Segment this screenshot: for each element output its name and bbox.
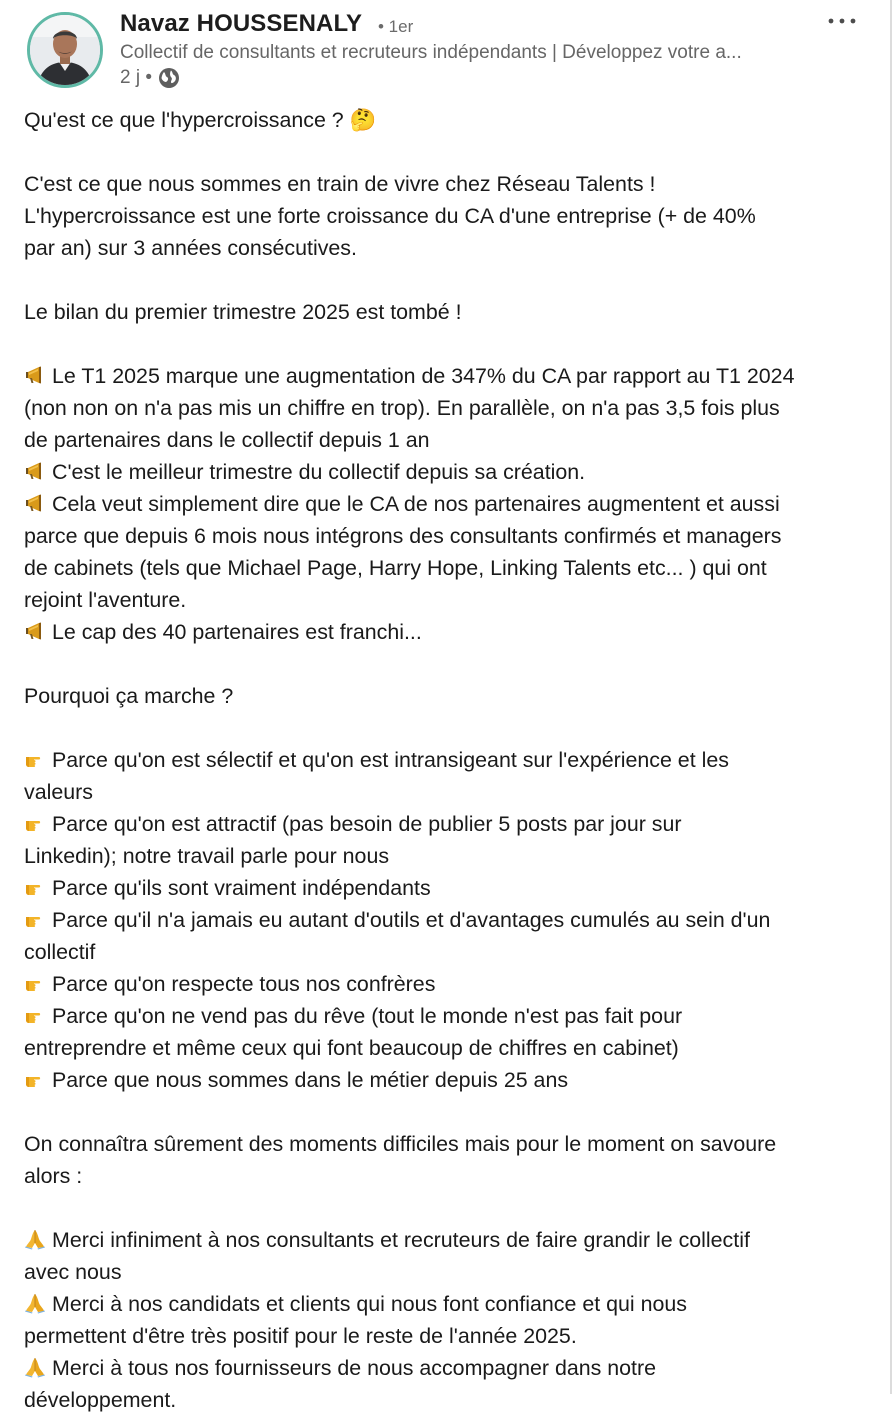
- post-text-line: [24, 840, 872, 872]
- folded-hands-icon: [24, 1228, 46, 1250]
- post-text-line: [24, 1384, 872, 1416]
- post-text-line: [24, 1224, 872, 1256]
- post-text-line: [24, 968, 872, 1000]
- avatar-photo: [30, 15, 100, 85]
- post-text-line: [24, 1128, 872, 1160]
- post-text: Le bilan du premier trimestre 2025 est tombé !: [24, 300, 462, 324]
- post-text-line: [24, 808, 872, 840]
- post-text: Parce qu'on ne vend pas du rêve (tout le monde n'est pas fait pour: [52, 1004, 683, 1028]
- pointing-hand-icon: [24, 812, 46, 834]
- post-text: Parce qu'il n'a jamais eu autant d'outils et d'avantages cumulés au sein d'un: [52, 908, 771, 932]
- post-text: développement.: [24, 1388, 177, 1412]
- post-text-line: [24, 776, 872, 808]
- post-text-line: [24, 296, 872, 328]
- post-text-line: [24, 1352, 872, 1384]
- post-text-line: [24, 1320, 872, 1352]
- post-text-line: [24, 648, 872, 680]
- connection-degree: • 1er: [378, 17, 414, 36]
- megaphone-icon: [24, 364, 46, 386]
- post-text: (non non on n'a pas mis un chiffre en trop). En parallèle, on n'a pas 3,5 fois plus: [24, 396, 780, 420]
- pointing-hand-icon: [24, 972, 46, 994]
- post-timestamp: 2 j •: [120, 67, 152, 88]
- post-text: Merci infiniment à nos consultants et recruteurs de faire grandir le collectif: [52, 1228, 750, 1252]
- post-text-line: [24, 584, 872, 616]
- post-text-line: [24, 104, 872, 136]
- pointing-hand-icon: [24, 748, 46, 770]
- post-text-line: [24, 1064, 872, 1096]
- post-text: Linkedin); notre travail parle pour nous: [24, 844, 390, 868]
- post-text-line: [24, 1192, 872, 1224]
- post-text-line: [24, 520, 872, 552]
- post-text-line: [24, 1032, 872, 1064]
- post-text: Merci à nos candidats et clients qui nous font confiance et qui nous: [52, 1292, 687, 1316]
- megaphone-icon: [24, 492, 46, 514]
- post-text: Parce que nous sommes dans le métier depuis 25 ans: [52, 1068, 569, 1092]
- post-text: Le cap des 40 partenaires est franchi...: [52, 620, 422, 644]
- post-text: Qu'est ce que l'hypercroissance ? 🤔: [24, 108, 377, 132]
- post-text: alors :: [24, 1164, 83, 1188]
- post-text: Le T1 2025 marque une augmentation de 347% du CA par rapport au T1 2024: [52, 364, 795, 388]
- post-text: On connaîtra sûrement des moments difficiles mais pour le moment on savoure: [24, 1132, 777, 1156]
- post-text-line: [24, 680, 872, 712]
- folded-hands-icon: [24, 1292, 46, 1314]
- megaphone-icon: [24, 460, 46, 482]
- post-text-line: [24, 456, 872, 488]
- more-options-icon: [828, 18, 856, 24]
- post-text: Parce qu'on est sélectif et qu'on est intransigeant sur l'expérience et les: [52, 748, 729, 772]
- post-text-line: [24, 904, 872, 936]
- post-text: valeurs: [24, 780, 93, 804]
- post-text-line: [24, 1256, 872, 1288]
- post-text-line: [24, 1000, 872, 1032]
- post-text: rejoint l'aventure.: [24, 588, 187, 612]
- post-text-line: [24, 392, 872, 424]
- post-text: Pourquoi ça marche ?: [24, 684, 234, 708]
- post-meta: [120, 67, 180, 89]
- post-text-line: [24, 936, 872, 968]
- post-text-line: [24, 1160, 872, 1192]
- globe-icon: [158, 67, 180, 89]
- megaphone-icon: [24, 620, 46, 642]
- post-text-line: [24, 1096, 872, 1128]
- post-header: [0, 0, 892, 100]
- post-text-line: [24, 488, 872, 520]
- author-headline[interactable]: Collectif de consultants et recruteurs indépendants | Développez votre a...: [120, 42, 742, 63]
- author-name[interactable]: Navaz HOUSSENALY: [120, 10, 363, 37]
- post-text: Parce qu'ils sont vraiment indépendants: [52, 876, 431, 900]
- post-text-line: [24, 424, 872, 456]
- post-text-line: [24, 264, 872, 296]
- author-avatar[interactable]: [27, 12, 103, 88]
- post-text: avec nous: [24, 1260, 122, 1284]
- post-text: permettent d'être très positif pour le reste de l'année 2025.: [24, 1324, 577, 1348]
- post-text-line: [24, 616, 872, 648]
- post-text: C'est le meilleur trimestre du collectif depuis sa création.: [52, 460, 586, 484]
- post-text-line: [24, 232, 872, 264]
- pointing-hand-icon: [24, 876, 46, 898]
- post-text-line: [24, 872, 872, 904]
- post-text-line: [24, 552, 872, 584]
- pointing-hand-icon: [24, 1004, 46, 1026]
- post-text: Merci à tous nos fournisseurs de nous accompagner dans notre: [52, 1356, 657, 1380]
- post-text-line: [24, 360, 872, 392]
- post-text: de cabinets (tels que Michael Page, Harry Hope, Linking Talents etc... ) qui ont: [24, 556, 767, 580]
- post-text-line: [24, 744, 872, 776]
- post-text: par an) sur 3 années consécutives.: [24, 236, 357, 260]
- post-text: collectif: [24, 940, 96, 964]
- more-options-button[interactable]: [822, 8, 862, 34]
- post-text-line: [24, 712, 872, 744]
- post-text: L'hypercroissance est une forte croissance du CA d'une entreprise (+ de 40%: [24, 204, 756, 228]
- post-text-line: [24, 1288, 872, 1320]
- post-text: Parce qu'on respecte tous nos confrères: [52, 972, 436, 996]
- post-text: Cela veut simplement dire que le CA de nos partenaires augmentent et aussi: [52, 492, 780, 516]
- post-text: C'est ce que nous sommes en train de vivre chez Réseau Talents !: [24, 172, 656, 196]
- post-text-line: [24, 328, 872, 360]
- folded-hands-icon: [24, 1356, 46, 1378]
- post-text: Parce qu'on est attractif (pas besoin de publier 5 posts par jour sur: [52, 812, 682, 836]
- post-text: de partenaires dans le collectif depuis 1 an: [24, 428, 430, 452]
- post-text-line: [24, 168, 872, 200]
- pointing-hand-icon: [24, 908, 46, 930]
- post-text-line: [24, 136, 872, 168]
- pointing-hand-icon: [24, 1068, 46, 1090]
- post-text: parce que depuis 6 mois nous intégrons des consultants confirmés et managers: [24, 524, 782, 548]
- post-body: [24, 104, 872, 1416]
- post-text: entreprendre et même ceux qui font beaucoup de chiffres en cabinet): [24, 1036, 679, 1060]
- post-text-line: [24, 200, 872, 232]
